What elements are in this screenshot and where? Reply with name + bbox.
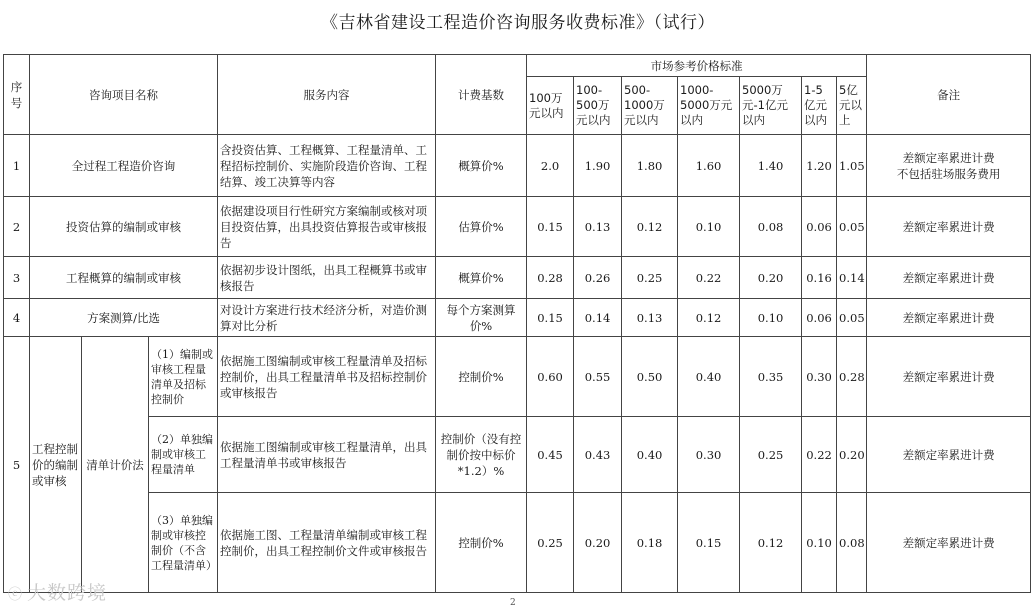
row-item-name: 投资估算的编制或审核 — [30, 197, 218, 257]
row-price: 0.10 — [802, 493, 837, 593]
row-price: 0.08 — [837, 493, 867, 593]
row-service: 依据建设项目行性研究方案编制或核对项目投资估算，出具投资估算报告或审核报告 — [218, 197, 436, 257]
row-price: 0.50 — [622, 337, 678, 417]
header-range-5: 1-5亿元以内 — [802, 77, 837, 135]
row-price: 0.35 — [740, 337, 802, 417]
row-seq: 2 — [4, 197, 30, 257]
row-price: 0.45 — [527, 417, 574, 493]
row-seq: 4 — [4, 299, 30, 337]
row-remark: 差额定率累进计费 不包括驻场服务费用 — [867, 135, 1031, 197]
header-market-price: 市场参考价格标准 — [527, 55, 867, 77]
header-base: 计费基数 — [436, 55, 527, 135]
row-seq: 3 — [4, 257, 30, 299]
row-price: 0.40 — [622, 417, 678, 493]
row-price: 0.05 — [837, 197, 867, 257]
row-price: 0.22 — [678, 257, 740, 299]
row-price: 0.08 — [740, 197, 802, 257]
row-seq: 1 — [4, 135, 30, 197]
row-price: 0.14 — [574, 299, 622, 337]
row-price: 0.06 — [802, 299, 837, 337]
table-row — [4, 417, 1031, 493]
header-range-3: 1000-5000万元以内 — [678, 77, 740, 135]
row-method: 清单计价法 — [82, 337, 149, 593]
row-service: 对设计方案进行技术经济分析，对造价测算对比分析 — [218, 299, 436, 337]
row-price: 0.05 — [837, 299, 867, 337]
header-remark: 备注 — [867, 55, 1031, 135]
row-price: 0.20 — [574, 493, 622, 593]
header-range-1: 100-500万元以内 — [574, 77, 622, 135]
row-price: 0.25 — [527, 493, 574, 593]
row-item-name: 工程概算的编制或审核 — [30, 257, 218, 299]
row-service: 依据初步设计图纸，出具工程概算书或审核报告 — [218, 257, 436, 299]
row-price: 0.10 — [678, 197, 740, 257]
header-range-2: 500-1000万元以内 — [622, 77, 678, 135]
row-price: 0.13 — [622, 299, 678, 337]
table-row — [4, 135, 1031, 197]
row-remark: 差额定率累进计费 — [867, 257, 1031, 299]
row-price: 1.90 — [574, 135, 622, 197]
row-remark: 差额定率累进计费 — [867, 417, 1031, 493]
row-price: 0.30 — [678, 417, 740, 493]
watermark-logo-icon: ⓒ — [8, 587, 23, 603]
row-item-name: 方案测算/比选 — [30, 299, 218, 337]
table-row — [4, 337, 1031, 417]
row-base: 控制价（没有控制价按中标价*1.2）% — [436, 417, 527, 493]
row-service: 依据施工图编制或审核工程量清单，出具工程量清单书或审核报告 — [218, 417, 436, 493]
row-price: 0.10 — [740, 299, 802, 337]
row-price: 0.12 — [740, 493, 802, 593]
row-base: 估算价% — [436, 197, 527, 257]
row-price: 0.40 — [678, 337, 740, 417]
row-price: 0.12 — [622, 197, 678, 257]
row-price: 0.28 — [527, 257, 574, 299]
row-price: 1.20 — [802, 135, 837, 197]
header-range-4: 5000万元-1亿元以内 — [740, 77, 802, 135]
watermark — [8, 578, 107, 605]
row-price: 0.18 — [622, 493, 678, 593]
row-price: 0.55 — [574, 337, 622, 417]
row-price: 0.12 — [678, 299, 740, 337]
header-service: 服务内容 — [218, 55, 436, 135]
row-price: 0.25 — [622, 257, 678, 299]
row-service: 依据施工图编制或审核工程量清单及招标控制价，出具工程量清单书及招标控制价或审核报告 — [218, 337, 436, 417]
row-price: 0.43 — [574, 417, 622, 493]
row-price: 1.60 — [678, 135, 740, 197]
header-item-name: 咨询项目名称 — [30, 55, 218, 135]
row-price: 1.40 — [740, 135, 802, 197]
row-remark: 差额定率累进计费 — [867, 493, 1031, 593]
row-price: 0.30 — [802, 337, 837, 417]
fee-standard-table — [3, 54, 1031, 593]
row-base: 控制价% — [436, 493, 527, 593]
table-row — [4, 197, 1031, 257]
table-row — [4, 299, 1031, 337]
row-price: 0.15 — [678, 493, 740, 593]
row-price: 0.25 — [740, 417, 802, 493]
row-base: 概算价% — [436, 257, 527, 299]
row-price: 0.20 — [837, 417, 867, 493]
row-price: 0.20 — [740, 257, 802, 299]
row-price: 0.16 — [802, 257, 837, 299]
row-remark: 差额定率累进计费 — [867, 197, 1031, 257]
row-price: 0.06 — [802, 197, 837, 257]
row-service: 依据施工图、工程量清单编制或审核工程控制价，出具工程控制价文件或审核报告 — [218, 493, 436, 593]
row-price: 0.26 — [574, 257, 622, 299]
table-row — [4, 493, 1031, 593]
header-seq: 序号 — [4, 55, 30, 135]
row-price: 0.28 — [837, 337, 867, 417]
row-seq: 5 — [4, 337, 30, 593]
row-remark: 差额定率累进计费 — [867, 299, 1031, 337]
row-price: 0.60 — [527, 337, 574, 417]
row-item-name: 全过程工程造价咨询 — [30, 135, 218, 197]
row-base: 概算价% — [436, 135, 527, 197]
document-title: 《吉林省建设工程造价咨询服务收费标准》（试行） — [321, 13, 715, 33]
row-sub-name: （3）单独编制或审核控制价（不含工程量清单） — [149, 493, 218, 593]
row-sub-name: （1）编制或审核工程量清单及招标控制价 — [149, 337, 218, 417]
row-price: 1.80 — [622, 135, 678, 197]
header-range-0: 100万元以内 — [527, 77, 574, 135]
header-range-6: 5亿元以上 — [837, 77, 867, 135]
row-price: 2.0 — [527, 135, 574, 197]
row-base: 每个方案测算价% — [436, 299, 527, 337]
row-price: 0.15 — [527, 299, 574, 337]
row-service: 含投资估算、工程概算、工程量清单、工程招标控制价、实施阶段造价咨询、工程结算、竣工决算等内容 — [218, 135, 436, 197]
row-base: 控制价% — [436, 337, 527, 417]
row-price: 0.15 — [527, 197, 574, 257]
row-sub-name: （2）单独编制或审核工程量清单 — [149, 417, 218, 493]
row-price: 0.22 — [802, 417, 837, 493]
row-group-name: 工程控制价的编制或审核 — [30, 337, 82, 593]
row-price: 0.14 — [837, 257, 867, 299]
table-row — [4, 257, 1031, 299]
watermark-text: 大数跨境 — [27, 582, 108, 604]
page-number: 2 — [510, 598, 516, 608]
row-price: 1.05 — [837, 135, 867, 197]
row-price: 0.13 — [574, 197, 622, 257]
row-remark: 差额定率累进计费 — [867, 337, 1031, 417]
